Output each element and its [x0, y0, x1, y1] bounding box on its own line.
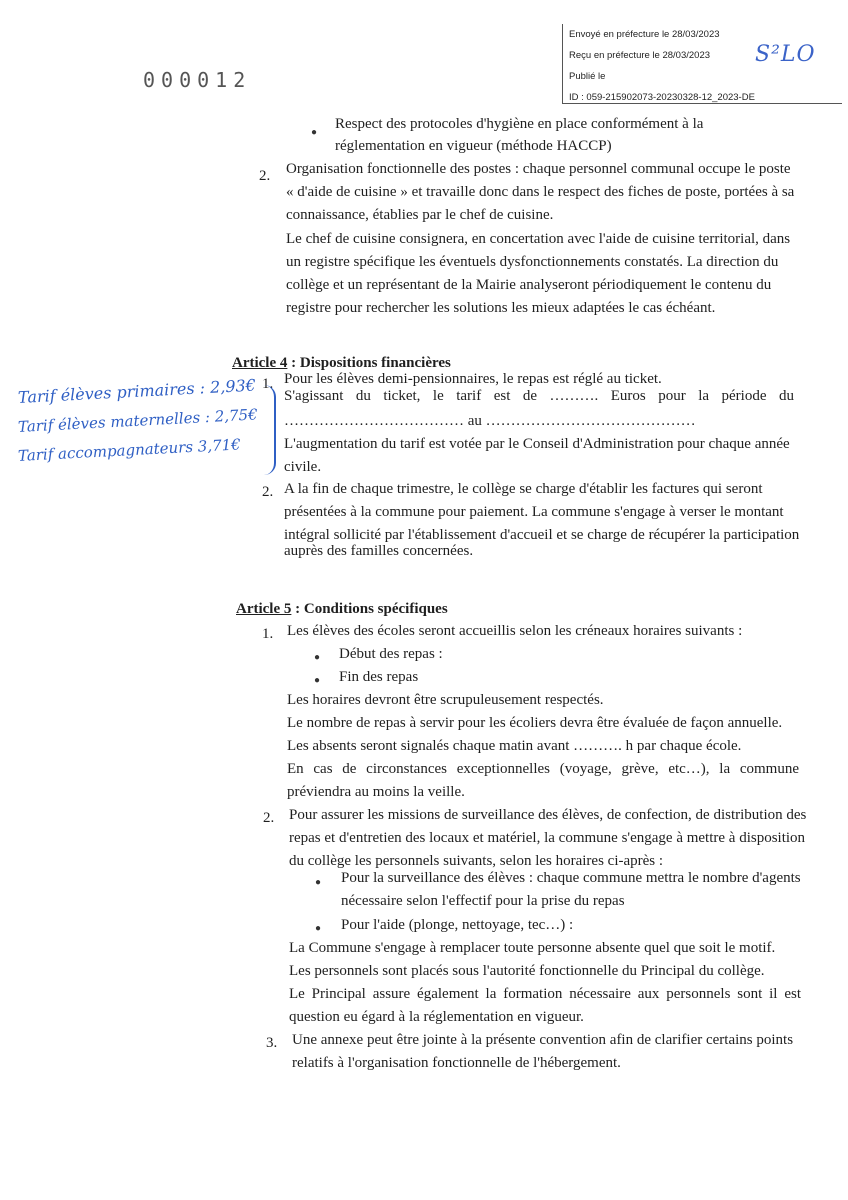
handwritten-rate-accompanying: Tarif accompagnateurs 3,71€: [17, 435, 242, 465]
handwritten-rate-kindergarten: Tarif élèves maternelles : 2,75€: [17, 405, 259, 436]
paragraph-line: repas et d'entretien des locaux et matériel, la commune s'engage à mettre à disposition: [289, 830, 806, 846]
paragraph-line: du collège les personnels suivants, selon les horaires ci-après :: [289, 853, 664, 869]
stamp-received: Reçu en préfecture le 28/03/2023: [569, 50, 711, 61]
paragraph-line: S'agissant du ticket, le tarif est de ………. Euros pour la période du: [284, 388, 794, 404]
list-number: 2.: [263, 810, 275, 826]
paragraph-line: Une annexe peut être jointe à la présente convention afin de clarifier certains points: [292, 1032, 794, 1048]
paragraph-line: Les élèves des écoles seront accueillis selon les créneaux horaires suivants :: [287, 623, 743, 639]
paragraph-line: auprès des familles concernées.: [284, 543, 474, 559]
paragraph-line: L'augmentation du tarif est votée par le Conseil d'Administration pour chaque année: [284, 436, 790, 452]
paragraph-line: registre pour rechercher les solutions les mieux adaptées le cas échéant.: [286, 300, 716, 316]
bullet-icon: ●: [315, 923, 322, 934]
bullet-icon: ●: [314, 652, 321, 663]
paragraph-line: relatifs à l'organisation fonctionnelle de l'hébergement.: [292, 1055, 621, 1071]
haccp-bullet-line1: Respect des protocoles d'hygiène en place conformément à la: [335, 116, 704, 132]
paragraph-line: Les horaires devront être scrupuleusement respectés.: [287, 692, 604, 708]
handwritten-bracket: [260, 385, 276, 475]
haccp-bullet-line2: réglementation en vigueur (méthode HACCP): [335, 138, 612, 154]
list-number: 2.: [259, 168, 271, 184]
paragraph-line: question eu égard à la réglementation en vigueur.: [289, 1009, 584, 1025]
list-number: 2.: [262, 484, 274, 500]
paragraph-line: connaissance, établies par le chef de cuisine.: [286, 207, 554, 223]
article-5-heading: Article 5 : Conditions spécifiques: [236, 601, 448, 617]
paragraph-line: Le nombre de repas à servir pour les écoliers devra être évaluée de façon annuelle.: [287, 715, 783, 731]
page-number: 000012: [143, 68, 252, 92]
paragraph-line: Les personnels sont placés sous l'autorité fonctionnelle du Principal du collège.: [289, 963, 765, 979]
paragraph-line: ……………………………… au ……………………………………: [284, 413, 696, 429]
paragraph-line: un registre spécifique les éventuels dysfonctionnements constatés. La direction du: [286, 254, 779, 270]
slo-signature: S²LO: [755, 42, 816, 67]
paragraph-line: préviendra au moins la veille.: [287, 784, 465, 800]
paragraph-line: Pour les élèves demi-pensionnaires, le repas est réglé au ticket.: [284, 371, 662, 387]
prefecture-stamp: [562, 24, 842, 104]
paragraph-line: Les absents seront signalés chaque matin avant ………. h par chaque école.: [287, 738, 742, 754]
article-4-heading: Article 4 : Dispositions financières: [232, 355, 451, 371]
bullet-aide: Pour l'aide (plonge, nettoyage, tec…) :: [341, 917, 574, 933]
bullet-icon: ●: [314, 675, 321, 686]
bullet-fin-repas: Fin des repas: [339, 669, 419, 685]
handwritten-rate-primary: Tarif élèves primaires : 2,93€: [17, 375, 257, 407]
paragraph-line: Le chef de cuisine consignera, en concertation avec l'aide de cuisine territorial, dans: [286, 231, 791, 247]
bullet-icon: ●: [311, 127, 318, 138]
stamp-published: Publié le: [569, 71, 606, 82]
paragraph-line: présentées à la commune pour paiement. La commune s'engage à verser le montant: [284, 504, 784, 520]
list-number: 1.: [262, 626, 274, 642]
paragraph-line: Le Principal assure également la formation nécessaire aux personnels sont il est: [289, 986, 801, 1002]
paragraph-line: « d'aide de cuisine » et travaille donc dans le respect des fiches de poste, portées à sa: [286, 184, 795, 200]
bullet-debut-repas: Début des repas :: [339, 646, 443, 662]
paragraph-line: La Commune s'engage à remplacer toute personne absente quel que soit le motif.: [289, 940, 776, 956]
paragraph-line: A la fin de chaque trimestre, le collège se charge d'établir les factures qui seront: [284, 481, 763, 497]
paragraph-line: Pour assurer les missions de surveillance des élèves, de confection, de distribution des: [289, 807, 807, 823]
paragraph-line: Organisation fonctionnelle des postes : chaque personnel communal occupe le poste: [286, 161, 791, 177]
bullet-surveillance-line2: nécessaire selon l'effectif pour la prise du repas: [341, 893, 625, 909]
stamp-id: ID : 059-215902073-20230328-12_2023-DE: [569, 92, 755, 103]
paragraph-line: intégral sollicité par l'établissement d'accueil et se charge de récupérer la participation: [284, 527, 800, 543]
list-number: 3.: [266, 1035, 278, 1051]
paragraph-line: En cas de circonstances exceptionnelles (voyage, grève, etc…), la commune: [287, 761, 799, 777]
bullet-surveillance-line1: Pour la surveillance des élèves : chaque commune mettra le nombre d'agents: [341, 870, 801, 886]
bullet-icon: ●: [315, 877, 322, 888]
list-number: 1.: [262, 376, 274, 392]
paragraph-line: collège et un représentant de la Mairie analyseront périodiquement le contenu du: [286, 277, 772, 293]
paragraph-line: civile.: [284, 459, 322, 475]
stamp-sent: Envoyé en préfecture le 28/03/2023: [569, 29, 720, 40]
